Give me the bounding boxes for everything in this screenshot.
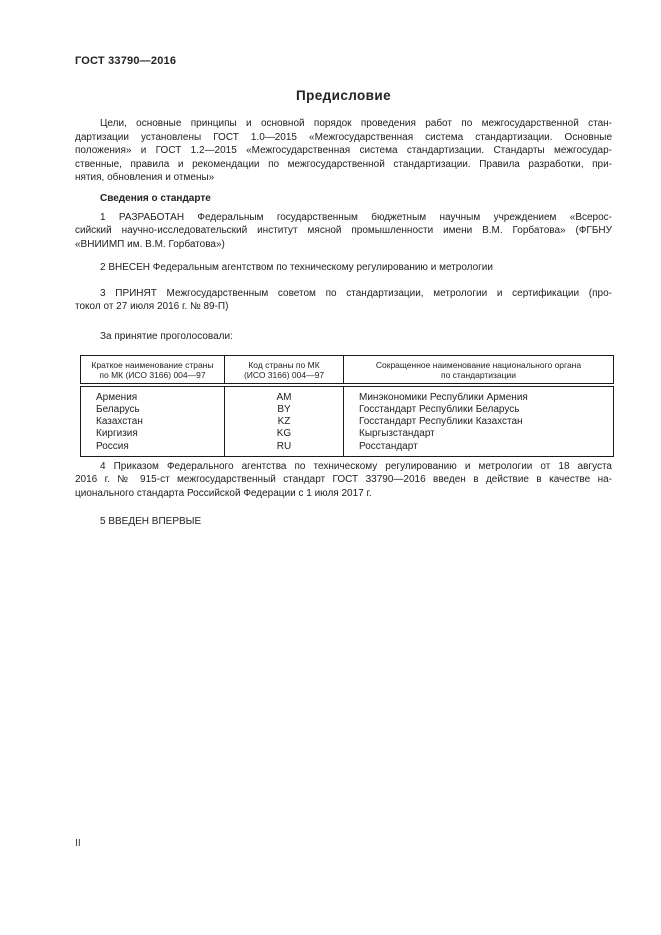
vote-intro-line: [75, 330, 612, 344]
paragraph-line: «ВНИИМП им. В.М. Горбатова»): [75, 238, 225, 250]
country-column-header: [81, 356, 225, 386]
info-item-2-submitted: [75, 261, 612, 275]
country-cell: Киргизия: [96, 428, 138, 440]
org-cell: Минэкономики Республики Армения: [344, 385, 614, 404]
paragraph-line: 3 ПРИНЯТ Межгосударственным советом по стандартизации, метрологии и сертификации (про-: [100, 287, 612, 299]
country-cell: Армения: [96, 391, 138, 403]
intro-paragraph: [75, 117, 612, 185]
paragraph-line: ственные, правила и рекомендации по межгосударственной стандартизации. Правила разработки, при-: [75, 158, 612, 170]
country-cell: Россия: [96, 440, 129, 452]
table-row: [81, 416, 614, 428]
header-line: по стандартизации: [440, 370, 517, 380]
table-row: [81, 428, 614, 440]
paragraph-line: 4 Приказом Федерального агентства по техническому регулированию и метрологии от 18 августа: [100, 460, 612, 472]
code-cell: AM: [225, 385, 344, 404]
paragraph-line: 2016 г. № 915-ст межгосударственный стандарт ГОСТ 33790—2016 введен в действие в качестве на-: [75, 474, 612, 485]
info-item-1-developed: [75, 211, 612, 252]
paragraph-line: положения» и ГОСТ 1.2—2015 «Межгосударственная система стандартизации. Стандарты межгосудар-: [75, 145, 612, 156]
page-number: II: [75, 837, 81, 849]
paragraph-line: 5 ВВЕДЕН ВПЕРВЫЕ: [100, 515, 202, 527]
org-cell: Госстандарт Республики Беларусь: [344, 404, 614, 416]
vote-table-body: [81, 385, 614, 457]
vote-table: [80, 355, 614, 457]
paragraph-line: Цели, основные принципы и основной порядок проведения работ по межгосударственной стан-: [100, 118, 612, 129]
doc-code: ГОСТ 33790—2016: [75, 55, 177, 67]
vote-table-header: [81, 356, 614, 386]
code-column-header: [225, 356, 344, 386]
header-line: Код страны по МК: [248, 360, 320, 370]
standard-info-heading: Сведения о стандарте: [100, 193, 211, 204]
country-cell: Казахстан: [96, 416, 143, 428]
paragraph-line: сийский научно-исследовательский институт мясной промышленности имени В.М. Горбатова» (ФГБНУ: [75, 225, 612, 236]
table-row: [81, 441, 614, 457]
header-line: по МК (ИСО 3166) 004—97: [99, 370, 206, 380]
header-line: Краткое наименование страны: [91, 360, 214, 370]
paragraph-line: дартизации установлены ГОСТ 1.0—2015 «Межгосударственная система стандартизации. Основные: [75, 131, 612, 143]
org-cell: Росстандарт: [344, 441, 614, 457]
paragraph-line: ционального стандарта Российской Федерации с 1 июля 2017 г.: [75, 487, 372, 499]
code-cell: BY: [225, 404, 344, 416]
table-row: [81, 404, 614, 416]
header-line: Сокращенное наименование национального органа: [375, 360, 582, 370]
org-column-header: [344, 356, 614, 386]
info-item-4-order: [75, 460, 612, 501]
info-item-5-first-introduced: [75, 515, 612, 529]
country-cell: Беларусь: [96, 403, 140, 415]
header-line: (ИСО 3166) 004—97: [243, 370, 325, 380]
org-cell: Кыргызстандарт: [344, 428, 614, 440]
paragraph-line: 2 ВНЕСЕН Федеральным агентством по техническому регулированию и метрологии: [100, 261, 493, 273]
paragraph-line: токол от 27 июля 2016 г. № 89-П): [75, 301, 229, 312]
code-cell: KZ: [225, 416, 344, 428]
paragraph-line: 1 РАЗРАБОТАН Федеральным государственным бюджетным научным учреждением «Всерос-: [100, 211, 612, 223]
page-title: Предисловие: [296, 88, 391, 103]
table-row: [81, 385, 614, 404]
code-cell: KG: [225, 428, 344, 440]
table-header-row: [81, 356, 614, 386]
paragraph-line: За принятие проголосовали:: [100, 330, 233, 342]
org-cell: Госстандарт Республики Казахстан: [344, 416, 614, 428]
paragraph-line: нятия, обновления и отмены»: [75, 172, 215, 183]
code-cell: RU: [225, 441, 344, 457]
info-item-3-adopted: [75, 287, 612, 314]
